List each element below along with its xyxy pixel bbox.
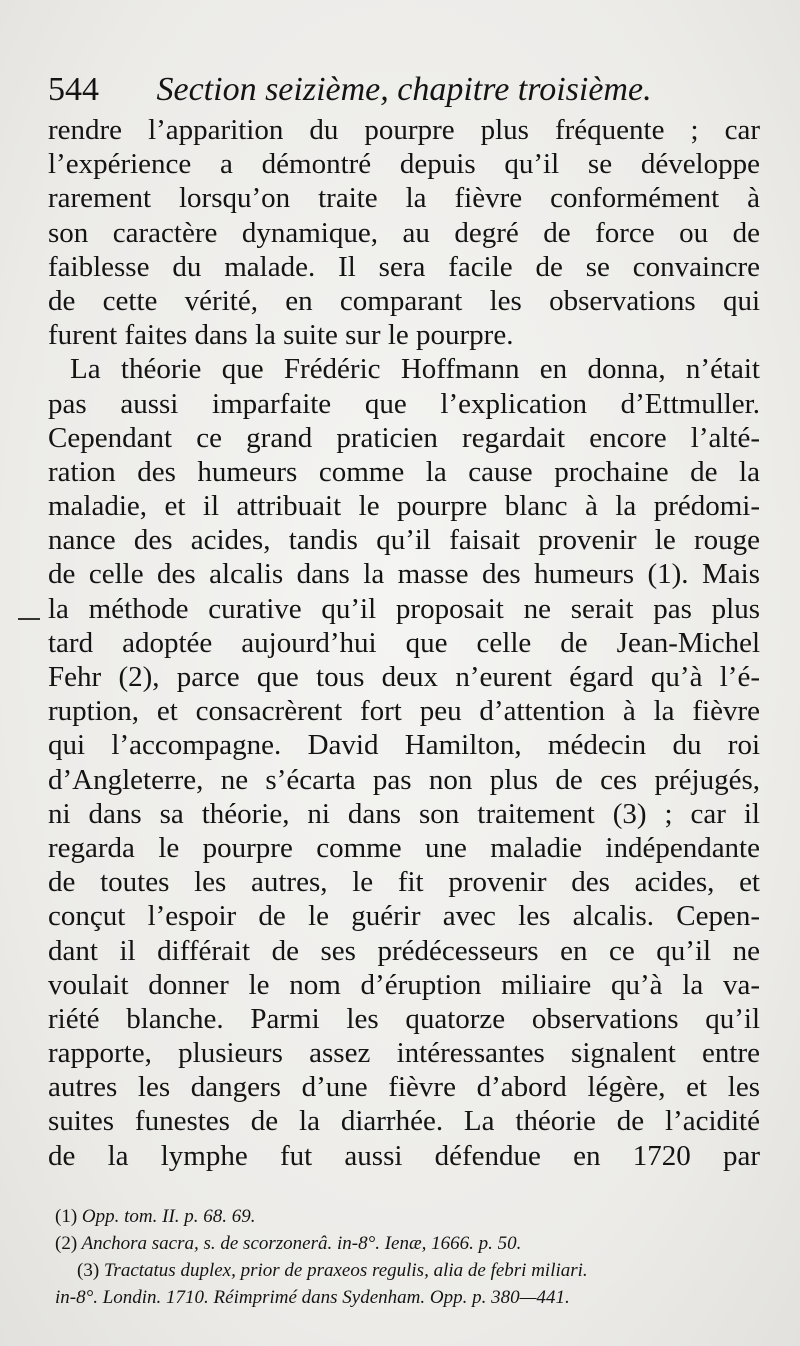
body-text [48, 113, 760, 1173]
text-line: regarda le pourpre comme une maladie indépendante [48, 831, 760, 864]
text-line: maladie, et il attribuait le pourpre blanc à la prédomi- [48, 490, 760, 523]
text-line: Fehr (2), parce que tous deux n’eurent égard qu’à l’é- [48, 661, 760, 693]
text-line: rapporte, plusieurs assez intéressantes signalent entre [48, 1037, 760, 1070]
footnote [55, 1203, 767, 1230]
text-line: voulait donner le nom d’éruption miliaire qu’à la va- [48, 968, 760, 1001]
text-line: qui l’accompagne. David Hamilton, médecin du roi [48, 729, 760, 762]
footnote [55, 1257, 767, 1284]
running-title: Section seizième, chapitre troisième. [156, 71, 652, 108]
text-line: conçut l’espoir de le guérir avec les alcalis. Cepen- [48, 900, 760, 933]
text-line: furent faites dans la suite sur le pourpre. [48, 319, 514, 352]
footnotes [55, 1203, 767, 1311]
text-line: son caractère dynamique, au degré de force ou de [48, 216, 760, 249]
text-line: l’expérience a démontré depuis qu’il se développe [48, 148, 760, 181]
text-line: autres les dangers d’une fièvre d’abord légère, et les [48, 1071, 760, 1104]
text-line: ration des humeurs comme la cause prochaine de la [48, 455, 760, 488]
text-line: de la lymphe fut aussi défendue en 1720 par [48, 1139, 760, 1172]
text-line: nance des acides, tandis qu’il faisait provenir le rouge [48, 524, 760, 557]
text-line: dant il différait de ses prédécesseurs en ce qu’il ne [48, 934, 760, 967]
text-line: d’Angleterre, ne s’écarta pas non plus de ces préjugés, [48, 763, 760, 796]
text-line: La théorie que Frédéric Hoffmann en donna, n’était [70, 353, 760, 386]
text-line: suites funestes de la diarrhée. La théorie de l’acidité [48, 1105, 760, 1138]
footnote-text: Anchora sacra, s. de scorzonerâ. in-8°. Ienæ, 1666. p. 50. [81, 1233, 522, 1254]
footnote [55, 1230, 767, 1257]
footnote-number: (2) [55, 1233, 78, 1254]
text-line: faiblesse du malade. Il sera facile de se convaincre [48, 250, 760, 283]
text-line: ruption, et consacrèrent fort peu d’attention à la fièvre [48, 695, 760, 728]
text-line: de celle des alcalis dans la masse des humeurs (1). Mais [48, 558, 760, 591]
text-line: de toutes les autres, le fit provenir des acides, et [48, 866, 760, 899]
text-line: ni dans sa théorie, ni dans son traitement (3) ; car il [48, 797, 760, 830]
text-line: pas aussi imparfaite que l’explication d’Ettmuller. [48, 387, 760, 420]
text-line: Cependant ce grand praticien regardait encore l’alté- [48, 421, 760, 454]
footnote-number: (3) [77, 1260, 100, 1281]
page-header [48, 70, 758, 110]
text-line: rendre l’apparition du pourpre plus fréquente ; car [48, 114, 760, 146]
footnote-text: Tractatus duplex, prior de praxeos regulis, alia de febri miliari. [103, 1260, 588, 1281]
text-line: tard adoptée aujourd’hui que celle de Jean-Michel [48, 626, 760, 659]
footnote-number: (1) [55, 1206, 78, 1227]
text-line: de cette vérité, en comparant les observations qui [48, 284, 760, 317]
page-number: 544 [48, 71, 99, 108]
footnote-text: in-8°. Londin. 1710. Réimprimé dans Sydenham. Opp. p. 380—441. [55, 1287, 570, 1308]
footnote-text: Opp. tom. II. p. 68. 69. [81, 1206, 256, 1227]
footnote [55, 1284, 767, 1311]
text-line: riété blanche. Parmi les quatorze observations qu’il [48, 1002, 760, 1035]
text-line: la méthode curative qu’il proposait ne serait pas plus [48, 592, 760, 625]
margin-mark [18, 618, 40, 620]
text-line: rarement lorsqu’on traite la fièvre conformément à [48, 182, 760, 215]
